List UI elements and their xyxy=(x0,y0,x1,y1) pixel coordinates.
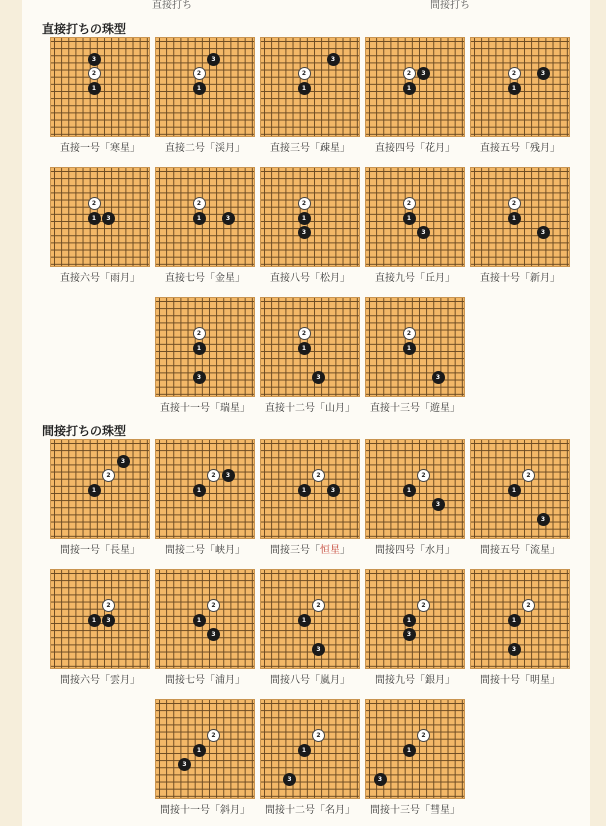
pattern-caption: 直接八号「松月」 xyxy=(270,273,350,284)
black-stone: 1 xyxy=(403,614,416,627)
black-stone: 3 xyxy=(222,212,235,225)
pattern-caption: 直接十号「新月」 xyxy=(480,273,560,284)
go-board-diagram[interactable] xyxy=(260,569,360,669)
black-stone: 3 xyxy=(537,67,550,80)
go-board-diagram[interactable] xyxy=(155,569,255,669)
white-stone: 2 xyxy=(312,469,325,482)
pattern-caption: 間接十三号「彗星」 xyxy=(370,805,460,816)
go-board-diagram[interactable] xyxy=(470,37,570,137)
white-stone: 2 xyxy=(312,599,325,612)
black-stone: 1 xyxy=(298,212,311,225)
black-stone: 3 xyxy=(537,226,550,239)
black-stone: 1 xyxy=(508,82,521,95)
black-stone: 1 xyxy=(403,212,416,225)
go-board-diagram[interactable] xyxy=(155,699,255,799)
go-board-diagram[interactable] xyxy=(260,439,360,539)
black-stone: 3 xyxy=(207,53,220,66)
black-stone: 1 xyxy=(508,484,521,497)
black-stone: 3 xyxy=(432,498,445,511)
white-stone: 2 xyxy=(312,729,325,742)
white-stone: 2 xyxy=(298,197,311,210)
white-stone: 2 xyxy=(298,327,311,340)
black-stone: 1 xyxy=(193,82,206,95)
black-stone: 3 xyxy=(403,628,416,641)
black-stone: 1 xyxy=(88,484,101,497)
pattern-caption: 直接十二号「山月」 xyxy=(265,403,355,414)
go-board-diagram[interactable] xyxy=(260,167,360,267)
white-stone: 2 xyxy=(88,67,101,80)
white-stone: 2 xyxy=(298,67,311,80)
page-frame-left xyxy=(0,0,22,826)
white-stone: 2 xyxy=(193,197,206,210)
black-stone: 1 xyxy=(403,744,416,757)
white-stone: 2 xyxy=(207,599,220,612)
black-stone: 1 xyxy=(298,82,311,95)
black-stone: 3 xyxy=(327,484,340,497)
white-stone: 2 xyxy=(102,469,115,482)
black-stone: 1 xyxy=(193,484,206,497)
black-stone: 3 xyxy=(88,53,101,66)
pattern-caption: 直接九号「丘月」 xyxy=(375,273,455,284)
pattern-caption: 直接一号「寒星」 xyxy=(60,143,140,154)
black-stone: 1 xyxy=(298,614,311,627)
black-stone: 1 xyxy=(403,342,416,355)
pattern-caption: 間接十号「明星」 xyxy=(480,675,560,686)
white-stone: 2 xyxy=(417,599,430,612)
pattern-caption: 間接五号「流星」 xyxy=(480,545,560,556)
pattern-caption: 間接九号「銀月」 xyxy=(375,675,455,686)
pattern-caption: 直接十三号「遊星」 xyxy=(370,403,460,414)
black-stone: 1 xyxy=(298,744,311,757)
black-stone: 1 xyxy=(193,342,206,355)
pattern-caption: 直接二号「渓月」 xyxy=(165,143,245,154)
black-stone: 1 xyxy=(88,82,101,95)
pattern-caption: 直接三号「疎星」 xyxy=(270,143,350,154)
white-stone: 2 xyxy=(207,469,220,482)
go-board-diagram[interactable] xyxy=(470,439,570,539)
pattern-caption: 直接十一号「瑞星」 xyxy=(160,403,250,414)
black-stone: 3 xyxy=(117,455,130,468)
black-stone: 1 xyxy=(193,614,206,627)
black-stone: 1 xyxy=(508,212,521,225)
go-board-diagram[interactable] xyxy=(155,297,255,397)
black-stone: 3 xyxy=(102,212,115,225)
pattern-caption: 間接二号「峡月」 xyxy=(165,545,245,556)
black-stone: 1 xyxy=(88,212,101,225)
pattern-caption: 直接六号「雨月」 xyxy=(60,273,140,284)
section-heading: 直接打ちの珠型 xyxy=(42,22,127,36)
go-board-diagram[interactable] xyxy=(365,37,465,137)
black-stone: 3 xyxy=(432,371,445,384)
white-stone: 2 xyxy=(403,67,416,80)
go-board-diagram[interactable] xyxy=(155,37,255,137)
white-stone: 2 xyxy=(403,197,416,210)
black-stone: 3 xyxy=(207,628,220,641)
black-stone: 3 xyxy=(374,773,387,786)
pattern-caption: 間接八号「嵐月」 xyxy=(270,675,350,686)
white-stone: 2 xyxy=(102,599,115,612)
go-board-diagram[interactable] xyxy=(260,699,360,799)
black-stone: 3 xyxy=(312,371,325,384)
go-board-diagram[interactable] xyxy=(365,569,465,669)
go-board-diagram[interactable] xyxy=(50,439,150,539)
go-board-diagram[interactable] xyxy=(470,167,570,267)
black-stone: 3 xyxy=(417,67,430,80)
pattern-caption: 直接四号「花月」 xyxy=(375,143,455,154)
pattern-caption: 直接七号「金星」 xyxy=(165,273,245,284)
white-stone: 2 xyxy=(417,469,430,482)
go-board-diagram[interactable] xyxy=(50,37,150,137)
go-board-diagram[interactable] xyxy=(365,167,465,267)
pattern-caption: 間接六号「雲月」 xyxy=(60,675,140,686)
black-stone: 1 xyxy=(298,484,311,497)
white-stone: 2 xyxy=(207,729,220,742)
white-stone: 2 xyxy=(508,67,521,80)
black-stone: 3 xyxy=(193,371,206,384)
pattern-caption: 間接一号「長星」 xyxy=(60,545,140,556)
go-board-diagram[interactable] xyxy=(365,439,465,539)
black-stone: 1 xyxy=(193,212,206,225)
top-nav xyxy=(0,0,606,14)
nav-link-indirect[interactable]: 間接打ち xyxy=(430,0,470,11)
black-stone: 3 xyxy=(312,643,325,656)
black-stone: 3 xyxy=(283,773,296,786)
white-stone: 2 xyxy=(508,197,521,210)
section-heading: 間接打ちの珠型 xyxy=(42,424,127,438)
black-stone: 3 xyxy=(178,758,191,771)
white-stone: 2 xyxy=(522,599,535,612)
black-stone: 1 xyxy=(298,342,311,355)
go-board-diagram[interactable] xyxy=(260,297,360,397)
go-board-diagram[interactable] xyxy=(50,167,150,267)
black-stone: 1 xyxy=(403,484,416,497)
pattern-caption: 間接三号「恒星」 xyxy=(270,545,350,556)
pattern-caption: 間接十一号「斜月」 xyxy=(160,805,250,816)
black-stone: 3 xyxy=(327,53,340,66)
go-board-diagram[interactable] xyxy=(155,167,255,267)
go-board-diagram[interactable] xyxy=(155,439,255,539)
go-board-diagram[interactable] xyxy=(260,37,360,137)
white-stone: 2 xyxy=(522,469,535,482)
black-stone: 3 xyxy=(222,469,235,482)
go-board-diagram[interactable] xyxy=(50,569,150,669)
black-stone: 3 xyxy=(537,513,550,526)
black-stone: 3 xyxy=(417,226,430,239)
black-stone: 3 xyxy=(102,614,115,627)
black-stone: 3 xyxy=(508,643,521,656)
nav-link-direct[interactable]: 直接打ち xyxy=(152,0,192,11)
black-stone: 3 xyxy=(298,226,311,239)
pattern-caption: 直接五号「残月」 xyxy=(480,143,560,154)
pattern-caption: 間接十二号「名月」 xyxy=(265,805,355,816)
go-board-diagram[interactable] xyxy=(365,699,465,799)
black-stone: 1 xyxy=(403,82,416,95)
white-stone: 2 xyxy=(417,729,430,742)
go-board-diagram[interactable] xyxy=(365,297,465,397)
pattern-caption: 間接七号「浦月」 xyxy=(165,675,245,686)
white-stone: 2 xyxy=(403,327,416,340)
page-frame-right xyxy=(590,0,606,826)
black-stone: 1 xyxy=(508,614,521,627)
white-stone: 2 xyxy=(193,67,206,80)
pattern-caption: 間接四号「水月」 xyxy=(375,545,455,556)
white-stone: 2 xyxy=(88,197,101,210)
white-stone: 2 xyxy=(193,327,206,340)
black-stone: 1 xyxy=(193,744,206,757)
go-board-diagram[interactable] xyxy=(470,569,570,669)
black-stone: 1 xyxy=(88,614,101,627)
